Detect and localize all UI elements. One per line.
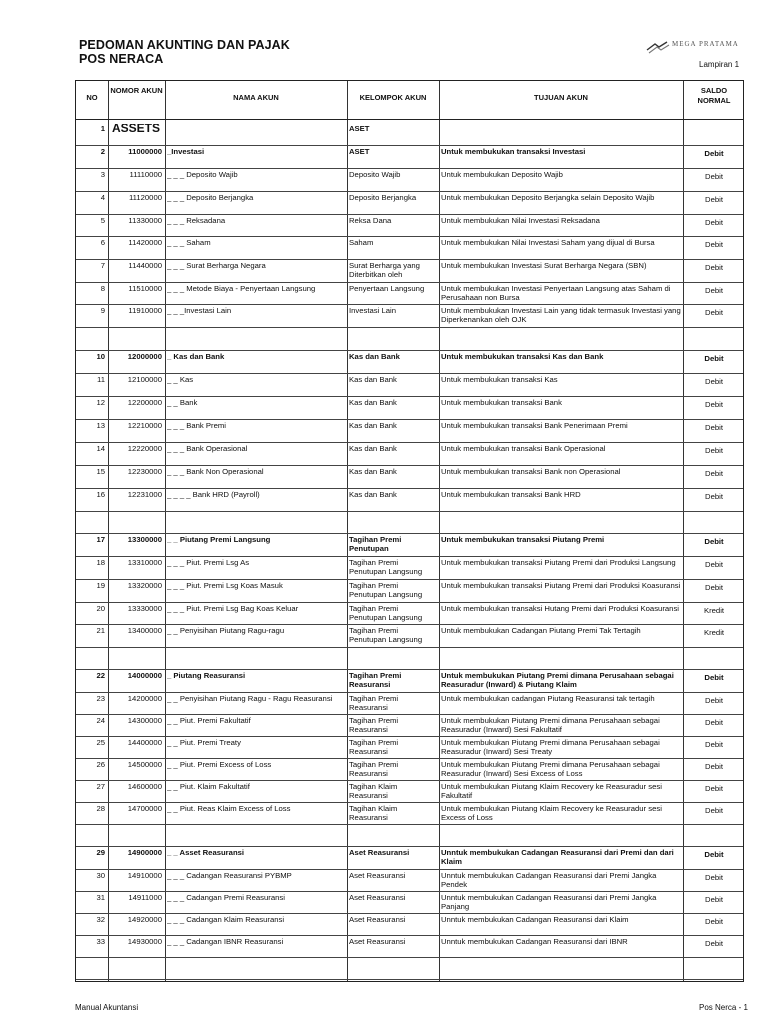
cell-tujuan: Untuk membukukan Nilai Investasi Reksadana: [441, 216, 600, 225]
cell-nomor: 12231000: [127, 490, 162, 499]
cell-no: 20: [96, 604, 105, 613]
cell-no: 32: [96, 915, 105, 924]
cell-no: 23: [96, 694, 105, 703]
cell-nomor: 11330000: [128, 216, 162, 225]
cell-kelompok: Aset Reasuransi: [349, 871, 406, 880]
cell-kelompok: Aset Reasuransi: [349, 937, 406, 946]
cell-no: 14: [96, 444, 105, 453]
cell-tujuan: Untuk membukukan Deposito Wajib: [441, 170, 563, 179]
cell-nomor: 14400000: [127, 738, 162, 747]
cell-saldo: Debit: [704, 673, 724, 682]
row-rule: [76, 119, 743, 120]
cell-nama: _ Kas dan Bank: [167, 352, 225, 361]
table-row: [76, 304, 743, 327]
cell-tujuan: Untuk membukukan transaksi Bank non Operasional: [441, 467, 621, 476]
cell-nama: _Investasi: [167, 147, 205, 156]
table-row: [76, 957, 743, 979]
cell-nama: _ Piutang Reasuransi: [167, 671, 246, 680]
cell-nama: _ _ _ Surat Berharga Negara: [167, 261, 266, 270]
table-row: [76, 465, 743, 488]
cell-kelompok: Kas dan Bank: [349, 467, 397, 476]
cell-tujuan: Untuk membukukan Piutang Klaim Recovery ke Reasuradur sesi Fakultatif: [441, 782, 662, 800]
cell-tujuan: Untuk membukukan Investasi Surat Berharga Negara (SBN): [441, 261, 647, 270]
cell-tujuan: Untuk membukukan transaksi Hutang Premi dari Produksi Koasuransi: [441, 604, 679, 613]
cell-kelompok: Tagihan Premi Penutupan Langsung: [349, 581, 423, 599]
cell-kelompok: Kas dan Bank: [349, 444, 397, 453]
table-header: [76, 81, 743, 119]
cell-nomor: 13300000: [127, 535, 162, 544]
cell-nomor: 11420000: [128, 238, 162, 247]
cell-no: 10: [96, 352, 105, 361]
table-row: [76, 511, 743, 533]
cell-nama: _ _ _ Reksadana: [167, 216, 226, 225]
cell-kelompok: Tagihan Premi Reasuransi: [349, 694, 399, 712]
cell-kelompok: Tagihan Klaim Reasuransi: [349, 782, 398, 800]
table-row: [76, 692, 743, 714]
table-row: [76, 282, 743, 304]
cell-nama: _ _ _ Piut. Premi Lsg As: [167, 558, 250, 567]
cell-saldo: Debit: [705, 195, 723, 204]
cell-nomor: 11440000: [128, 261, 162, 270]
footer-right: Pos Nerca - 1: [699, 1003, 748, 1012]
cell-kelompok: Penyertaan Langsung: [349, 284, 425, 293]
cell-tujuan: Untuk membukukan transaksi Investasi: [441, 147, 586, 156]
cell-saldo: Debit: [705, 895, 723, 904]
cell-nama: _ _ Piut. Premi Excess of Loss: [167, 760, 272, 769]
cell-tujuan: Untuk membukukan Investasi Penyertaan Langsung atas Saham di Perusahaan non Bursa: [441, 284, 671, 302]
table-row: [76, 935, 743, 957]
cell-tujuan: Untuk membukukan Deposito Berjangka selain Deposito Wajib: [441, 193, 655, 202]
cell-saldo: Debit: [705, 762, 723, 771]
table-row: [76, 758, 743, 780]
cell-nomor: 14911000: [128, 893, 162, 902]
table-row: [76, 168, 743, 191]
document-subtitle: POS NERACA: [79, 52, 164, 66]
cell-no: 24: [96, 716, 105, 725]
table-row: [76, 373, 743, 396]
cell-no: 30: [96, 871, 105, 880]
cell-tujuan: Untuk membukukan transaksi Bank Penerimaan Premi: [441, 421, 628, 430]
table-row: [76, 350, 743, 373]
cell-saldo: Debit: [705, 240, 723, 249]
cell-kelompok: Kas dan Bank: [349, 421, 397, 430]
cell-nama: _ _ Kas: [167, 375, 194, 384]
table-row: [76, 824, 743, 846]
cell-nomor: 13400000: [127, 626, 162, 635]
cell-saldo: Debit: [705, 469, 723, 478]
cell-nomor: 14200000: [127, 694, 162, 703]
cell-no: 12: [96, 398, 105, 407]
cell-nama: _ _ Asset Reasuransi: [167, 848, 245, 857]
cell-no: 15: [96, 467, 105, 476]
cell-nomor: 12210000: [127, 421, 162, 430]
cell-no: 8: [100, 284, 105, 293]
table-row: [76, 714, 743, 736]
cell-saldo: Kredit: [703, 628, 725, 637]
table-row: [76, 846, 743, 869]
table-row: [76, 891, 743, 913]
table-row: [76, 913, 743, 935]
column-header-saldo: SALDO NORMAL: [697, 86, 731, 105]
cell-no: 28: [96, 804, 105, 813]
cell-tujuan: Untuk membukukan transaksi Bank Operasional: [441, 444, 606, 453]
cell-no: 16: [96, 490, 105, 499]
cell-no: 22: [96, 671, 105, 680]
document-title: PEDOMAN AKUNTING DAN PAJAK: [79, 38, 290, 52]
cell-saldo: Debit: [705, 172, 723, 181]
attachment-label: Lampiran 1: [699, 60, 740, 69]
table-row: [76, 669, 743, 692]
cell-kelompok: Deposito Berjangka: [349, 193, 417, 202]
cell-tujuan: Untuk membukukan Investasi Lain yang tidak termasuk Investasi yang Diperkenankan oleh OJK: [441, 306, 681, 324]
cell-nomor: 12100000: [127, 375, 162, 384]
cell-nomor: 12220000: [127, 444, 162, 453]
cell-nomor: 13320000: [127, 581, 162, 590]
cell-nomor: 14920000: [127, 915, 162, 924]
cell-kelompok: Tagihan Klaim Reasuransi: [349, 804, 398, 822]
cell-no: 26: [96, 760, 105, 769]
column-header-kelompok: KELOMPOK AKUN: [359, 93, 427, 102]
cell-kelompok: Kas dan Bank: [349, 398, 397, 407]
cell-tujuan: Unntuk membukukan Cadangan Reasuransi dari Klaim: [441, 915, 629, 924]
table-row: [76, 191, 743, 214]
cell-kelompok: Tagihan Premi Penutupan Langsung: [349, 604, 423, 622]
cell-nama: _ _ _Investasi Lain: [167, 306, 232, 315]
cell-nama: _ _ Piut. Klaim Fakultatif: [167, 782, 250, 791]
cell-tujuan: Unntuk membukukan Cadangan Reasuransi dari Premi Jangka Pendek: [441, 871, 657, 889]
cell-tujuan: Unntuk membukukan Cadangan Reasuransi dari Premi Jangka Panjang: [441, 893, 657, 911]
table-row: [76, 419, 743, 442]
cell-no: 29: [96, 848, 105, 857]
cell-saldo: Debit: [705, 286, 723, 295]
cell-nomor: 14000000: [127, 671, 162, 680]
cell-nomor: 11110000: [129, 170, 162, 179]
cell-saldo: Debit: [704, 850, 724, 859]
cell-nama: _ _ _ Bank Non Operasional: [167, 467, 264, 476]
cell-tujuan: Untuk membukukan transaksi Piutang Premi dari Produksi Koasuransi: [441, 581, 681, 590]
cell-saldo: Debit: [704, 537, 724, 546]
cell-saldo: Debit: [705, 492, 723, 501]
cell-no: 13: [96, 421, 105, 430]
footer-left: Manual Akuntansi: [75, 1003, 139, 1012]
cell-nama: _ _ _ Cadangan IBNR Reasuransi: [167, 937, 284, 946]
cell-nomor: 11910000: [128, 306, 162, 315]
cell-kelompok: Aset Reasuransi: [349, 893, 406, 902]
cell-saldo: Debit: [705, 806, 723, 815]
cell-no: 5: [100, 216, 105, 225]
cell-no: 18: [96, 558, 105, 567]
cell-kelompok: Tagihan Premi Penutupan Langsung: [349, 558, 423, 576]
cell-kelompok: Saham: [349, 238, 374, 247]
cell-saldo: Debit: [705, 873, 723, 882]
cell-nama: _ _ _ Cadangan Reasuransi PYBMP: [167, 871, 292, 880]
cell-tujuan: Untuk membukukan Piutang Premi dimana Perusahaan sebagai Reasuradur (Inward) Sesi Treaty: [441, 738, 660, 756]
cell-nama: _ _ _ _ Bank HRD (Payroll): [167, 490, 260, 499]
table-row: [76, 259, 743, 282]
cell-kelompok: Tagihan Premi Penutupan Langsung: [349, 626, 423, 644]
cell-kelompok: Investasi Lain: [349, 306, 397, 315]
table-row: [76, 122, 743, 145]
cell-nomor: 12200000: [127, 398, 162, 407]
cell-saldo: Debit: [705, 400, 723, 409]
cell-saldo: Debit: [705, 308, 723, 317]
table-row: [76, 869, 743, 891]
cell-no: 7: [100, 261, 105, 270]
table-row: [76, 145, 743, 168]
column-header-nomor: NOMOR AKUN: [110, 86, 163, 95]
cell-kelompok: Reksa Dana: [349, 216, 392, 225]
cell-kelompok: Tagihan Premi Reasuransi: [349, 738, 399, 756]
cell-no: 17: [96, 535, 105, 544]
cell-kelompok: ASET: [349, 124, 370, 133]
cell-nama: ASSETS: [112, 124, 161, 133]
cell-kelompok: Aset Reasuransi: [349, 848, 410, 857]
cell-saldo: Debit: [705, 423, 723, 432]
cell-kelompok: Tagihan Premi Reasuransi: [349, 716, 399, 734]
row-rule: [76, 979, 743, 980]
cell-nomor: 14930000: [127, 937, 162, 946]
company-logo-text: MEGA PRATAMA: [672, 40, 739, 48]
cell-kelompok: Tagihan Premi Reasuransi: [349, 671, 402, 689]
cell-nama: _ _ _ Deposito Wajib: [167, 170, 238, 179]
cell-nomor: 14700000: [127, 804, 162, 813]
cell-kelompok: ASET: [349, 147, 370, 156]
cell-nomor: 11120000: [128, 193, 162, 202]
cell-tujuan: Unntuk membukukan Cadangan Reasuransi dari IBNR: [441, 937, 628, 946]
table-row: [76, 396, 743, 419]
cell-no: 19: [96, 581, 105, 590]
cell-no: 27: [96, 782, 105, 791]
cell-nama: _ _ _ Deposito Berjangka: [167, 193, 254, 202]
cell-tujuan: Untuk membukukan Piutang Premi dimana Perusahaan sebagai Reasuradur (Inward) Sesi Fakultatif: [441, 716, 660, 734]
cell-nama: _ _ _ Cadangan Premi Reasuransi: [167, 893, 285, 902]
cell-no: 9: [100, 306, 105, 315]
cell-no: 2: [100, 147, 105, 156]
cell-saldo: Debit: [705, 560, 723, 569]
table-row: [76, 736, 743, 758]
cell-nomor: 11000000: [128, 147, 162, 156]
cell-saldo: Debit: [705, 784, 723, 793]
cell-saldo: Kredit: [703, 606, 725, 615]
cell-tujuan: Untuk membukukan cadangan Piutang Reasuransi tak tertagih: [441, 694, 655, 703]
table-row: [76, 802, 743, 824]
cell-nama: _ _ Piut. Premi Fakultatif: [167, 716, 251, 725]
cell-nama: _ _ _ Bank Premi: [167, 421, 226, 430]
cell-tujuan: Untuk membukukan transaksi Kas: [441, 375, 558, 384]
cell-tujuan: Untuk membukukan Piutang Premi dimana Perusahaan sebagai Reasuradur (Inward) Sesi Excess of Loss: [441, 760, 660, 778]
cell-kelompok: Kas dan Bank: [349, 352, 400, 361]
cell-nama: _ _ _ Metode Biaya - Penyertaan Langsung: [167, 284, 316, 293]
cell-tujuan: Untuk membukukan Piutang Klaim Recovery ke Reasuradur sesi Excess of Loss: [441, 804, 662, 822]
cell-no: 25: [96, 738, 105, 747]
cell-saldo: Debit: [705, 917, 723, 926]
column-header-nama: NAMA AKUN: [233, 93, 279, 102]
table-row: [76, 579, 743, 602]
cell-saldo: Debit: [704, 354, 724, 363]
table-row: [76, 214, 743, 236]
table-row: [76, 442, 743, 465]
cell-tujuan: Untuk membukukan transaksi Kas dan Bank: [441, 352, 604, 361]
cell-saldo: Debit: [705, 939, 723, 948]
column-header-tujuan: TUJUAN AKUN: [534, 93, 588, 102]
cell-nama: _ _ Penyisihan Piutang Ragu - Ragu Reasuransi: [167, 694, 333, 703]
cell-nomor: 14910000: [127, 871, 162, 880]
cell-no: 21: [96, 626, 105, 635]
cell-no: 11: [97, 375, 105, 384]
cell-no: 31: [96, 893, 105, 902]
cell-nama: _ _ _ Bank Operasional: [167, 444, 248, 453]
cell-saldo: Debit: [705, 696, 723, 705]
cell-tujuan: Untuk membukukan transaksi Bank HRD: [441, 490, 581, 499]
cell-no: 6: [100, 238, 105, 247]
cell-kelompok: Tagihan Premi Reasuransi: [349, 760, 399, 778]
cell-nomor: 13310000: [127, 558, 162, 567]
cell-nama: _ _ Piut. Reas Klaim Excess of Loss: [167, 804, 291, 813]
table-row: [76, 327, 743, 350]
cell-nomor: 14900000: [127, 848, 162, 857]
cell-tujuan: Unntuk membukukan Cadangan Reasuransi dari Premi dan dari Klaim: [441, 848, 674, 866]
cell-kelompok: Kas dan Bank: [349, 375, 397, 384]
cell-nomor: 14600000: [127, 782, 162, 791]
cell-kelompok: Kas dan Bank: [349, 490, 397, 499]
table-row: [76, 533, 743, 556]
cell-saldo: Debit: [705, 583, 723, 592]
cell-tujuan: Untuk membukukan Nilai Investasi Saham yang dijual di Bursa: [441, 238, 655, 247]
cell-nama: _ _ Piut. Premi Treaty: [167, 738, 241, 747]
cell-nama: _ _ Piutang Premi Langsung: [167, 535, 271, 544]
table-row: [76, 236, 743, 259]
cell-no: 33: [96, 937, 105, 946]
cell-tujuan: Untuk membukukan Piutang Premi dimana Perusahaan sebagai Reasuradur (Inward) & Piutang Klaim: [441, 671, 674, 689]
cell-no: 1: [100, 124, 105, 133]
column-header-no: NO: [86, 93, 98, 102]
cell-nomor: 12230000: [127, 467, 162, 476]
cell-nama: _ _ _ Piut. Premi Lsg Bag Koas Keluar: [167, 604, 299, 613]
cell-nama: _ _ _ Cadangan Klaim Reasuransi: [167, 915, 285, 924]
table-row: [76, 624, 743, 647]
cell-kelompok: Tagihan Premi Penutupan: [349, 535, 402, 553]
cell-kelompok: Surat Berharga yang Diterbitkan oleh: [349, 261, 420, 279]
cell-nama: _ _ _ Piut. Premi Lsg Koas Masuk: [167, 581, 283, 590]
cell-saldo: Debit: [704, 149, 724, 158]
cell-nomor: 14300000: [127, 716, 162, 725]
table-row: [76, 602, 743, 624]
cell-kelompok: Aset Reasuransi: [349, 915, 406, 924]
cell-nomor: 14500000: [127, 760, 162, 769]
cell-nomor: 12000000: [127, 352, 162, 361]
cell-tujuan: Untuk membukukan transaksi Piutang Premi dari Produksi Langsung: [441, 558, 676, 567]
cell-saldo: Debit: [705, 718, 723, 727]
cell-saldo: Debit: [705, 218, 723, 227]
cell-nama: _ _ _ Saham: [167, 238, 211, 247]
cell-tujuan: Untuk membukukan transaksi Piutang Premi: [441, 535, 605, 544]
cell-nama: _ _ Penyisihan Piutang Ragu-ragu: [167, 626, 285, 635]
cell-kelompok: Deposito Wajib: [349, 170, 401, 179]
table-row: [76, 647, 743, 669]
cell-tujuan: Untuk membukukan Cadangan Piutang Premi Tak Tertagih: [441, 626, 641, 635]
cell-saldo: Debit: [705, 377, 723, 386]
account-table: [75, 80, 744, 982]
table-row: [76, 780, 743, 802]
table-row: [76, 556, 743, 579]
cell-tujuan: Untuk membukukan transaksi Bank: [441, 398, 562, 407]
cell-saldo: Debit: [705, 740, 723, 749]
cell-nama: _ _ Bank: [167, 398, 198, 407]
cell-no: 3: [100, 170, 105, 179]
table-row: [76, 488, 743, 511]
cell-saldo: Debit: [705, 263, 723, 272]
cell-nomor: 11510000: [128, 284, 162, 293]
cell-saldo: Debit: [705, 446, 723, 455]
cell-nomor: 13330000: [127, 604, 162, 613]
cell-no: 4: [100, 193, 105, 202]
